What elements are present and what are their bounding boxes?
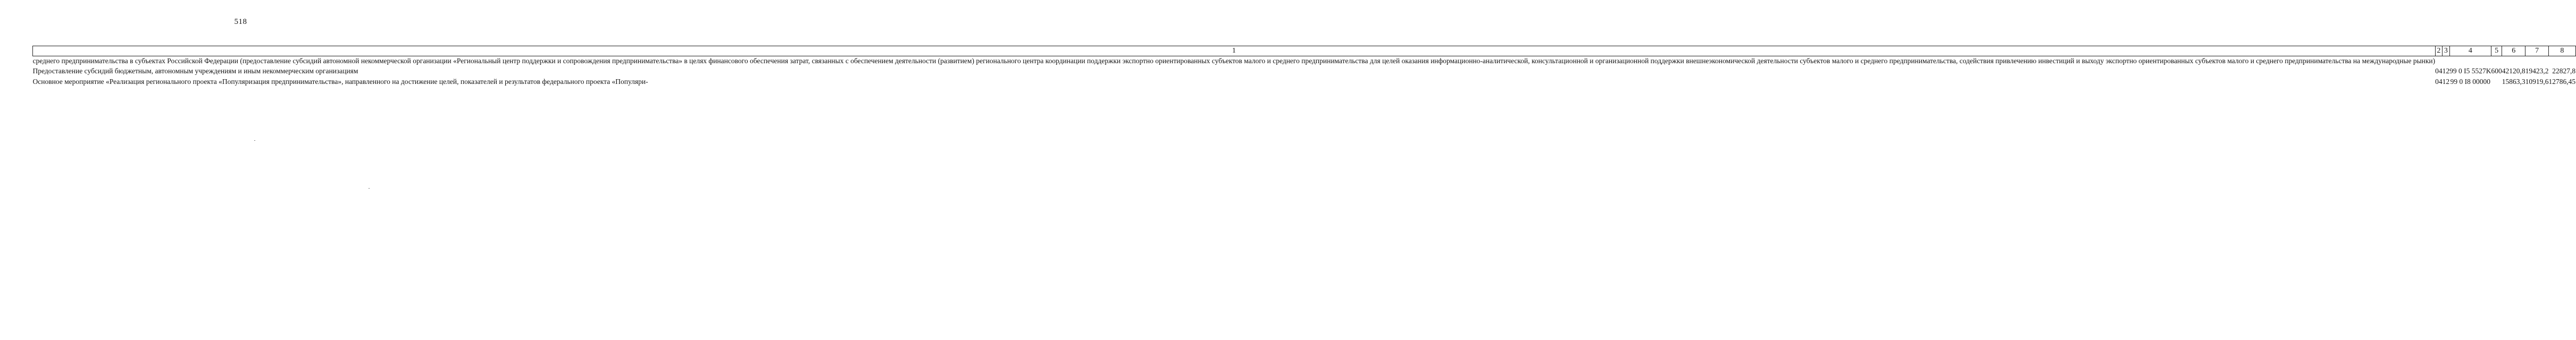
row-vr — [2491, 77, 2502, 87]
header-col-4: 4 — [2449, 46, 2491, 56]
table-row — [33, 66, 2576, 76]
row-value-6 — [2502, 56, 2525, 65]
table-row — [33, 56, 2576, 65]
header-col-5: 5 — [2491, 46, 2502, 56]
row-value-7: 19423,2 — [2525, 67, 2549, 75]
header-row — [33, 46, 2576, 56]
row-value-7: 10919,6 — [2525, 77, 2549, 86]
header-col-1: 1 — [33, 46, 2436, 56]
scan-speck — [254, 140, 255, 141]
row-rz: 04 — [2435, 77, 2443, 86]
header-col-3: 3 — [2443, 46, 2450, 56]
row-value-8: 22827,8 — [2552, 67, 2576, 75]
row-description: Предоставление субсидий бюджетным, автономным учреждениям и иным некоммерческим организациям — [32, 67, 358, 75]
header-col-7: 7 — [2525, 46, 2549, 56]
row-description: Основное мероприятие «Реализация регионального проекта «Популяризация предпринимательства», направленного на достижение целей, показателей и результатов федерального проекта «Популяри- — [32, 77, 648, 86]
budget-table — [32, 46, 2576, 86]
header-col-6: 6 — [2502, 46, 2525, 56]
row-value-6: 15863,3 — [2502, 77, 2525, 86]
row-vr — [2491, 56, 2502, 65]
row-vr: 600 — [2491, 67, 2502, 75]
header-col-2: 2 — [2435, 46, 2443, 56]
row-csr: 99 0 I5 5527K — [2449, 67, 2491, 75]
row-value-8: 12786,45 — [2548, 77, 2576, 86]
row-rz — [2435, 56, 2443, 65]
table-row — [33, 77, 2576, 87]
row-value-6: 42120,8 — [2502, 67, 2525, 75]
row-value-8 — [2549, 56, 2576, 65]
header-col-8: 8 — [2549, 46, 2576, 56]
scan-speck — [369, 188, 370, 189]
page-number: 518 — [234, 18, 247, 26]
row-description: среднего предпринимательства в субъектах Российской Федерации (предоставление субсидий автономной некоммерческой организации «Региональный центр поддержки и сопровождения предпринимательства» в целях финансового обеспечения затрат, связанных с обеспечением деятельности (развитием) регионального центра координации поддержки экспортно ориентированных субъектов малого и среднего предпринимательства для целей оказания информационно-аналитической, консультационной и организационной поддержки внешнеэкономической деятельности субъектов малого и среднего предпринимательства, содействия привлечению инвестиций и выходу экспортно ориентированных субъектов малого и среднего предпринимательства на международные рынки) — [32, 56, 2436, 65]
row-csr — [2449, 56, 2491, 65]
row-csr: 99 0 I8 00000 — [2450, 77, 2491, 86]
row-prz — [2443, 56, 2450, 65]
row-prz: 12 — [2442, 67, 2450, 75]
row-prz: 12 — [2442, 77, 2450, 86]
row-value-7 — [2525, 56, 2549, 65]
row-rz: 04 — [2435, 67, 2443, 75]
